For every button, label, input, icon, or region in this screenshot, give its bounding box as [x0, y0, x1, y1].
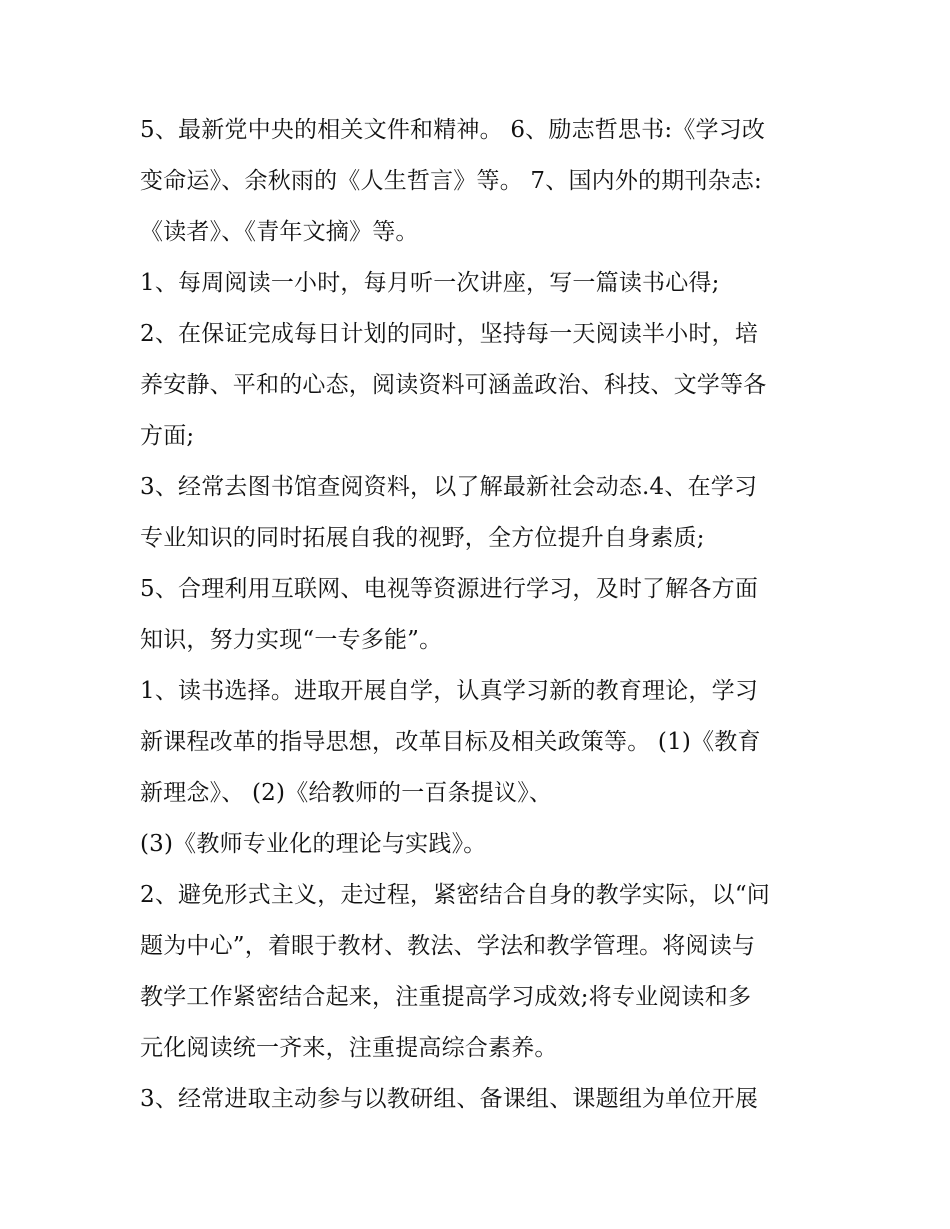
text-line: 教学工作紧密结合起来，注重提高学习成效;将专业阅读和多	[140, 984, 752, 1010]
text-line: 1、每周阅读一小时，每月听一次讲座，写一篇读书心得;	[140, 270, 720, 296]
text-line: 方面;	[140, 423, 195, 449]
text-line: 《读者》、《青年文摘》等。	[140, 219, 419, 245]
text-line: 知识，努力实现“一专多能”。	[140, 627, 443, 653]
text-line: 养安静、平和的心态，阅读资料可涵盖政治、科技、文学等各	[140, 372, 767, 398]
text-line: 3、经常去图书馆查阅资料，以了解最新社会动态.4、在学习	[140, 474, 758, 500]
text-line: 5、最新党中央的相关文件和精神。 6、励志哲思书:《学习改	[140, 117, 766, 143]
text-line: 2、避免形式主义，走过程，紧密结合自身的教学实际，以“问	[140, 882, 770, 908]
text-line: 2、在保证完成每日计划的同时，坚持每一天阅读半小时，培	[140, 321, 759, 347]
text-line: 新理念》、 (2)《给教师的一百条提议》、	[140, 780, 553, 806]
text-line: 5、合理利用互联网、电视等资源进行学习，及时了解各方面	[140, 576, 759, 602]
text-line: 1、读书选择。进取开展自学，认真学习新的教育理论，学习	[140, 678, 759, 704]
text-line: 变命运》、余秋雨的《人生哲言》等。 7、国内外的期刊杂志:	[140, 168, 762, 194]
text-line: (3)《教师专业化的理论与实践》。	[140, 831, 487, 857]
text-line: 专业知识的同时拓展自我的视野，全方位提升自身素质;	[140, 525, 705, 551]
text-line: 3、经常进取主动参与以教研组、备课组、课题组为单位开展	[140, 1086, 759, 1112]
text-line: 新课程改革的指导思想，改革目标及相关政策等。 (1)《教育	[140, 729, 761, 755]
text-line: 题为中心”，着眼于教材、教法、学法和教学管理。将阅读与	[140, 933, 756, 959]
text-line: 元化阅读统一齐来，注重提高综合素养。	[140, 1035, 558, 1061]
document-body	[140, 105, 820, 1125]
